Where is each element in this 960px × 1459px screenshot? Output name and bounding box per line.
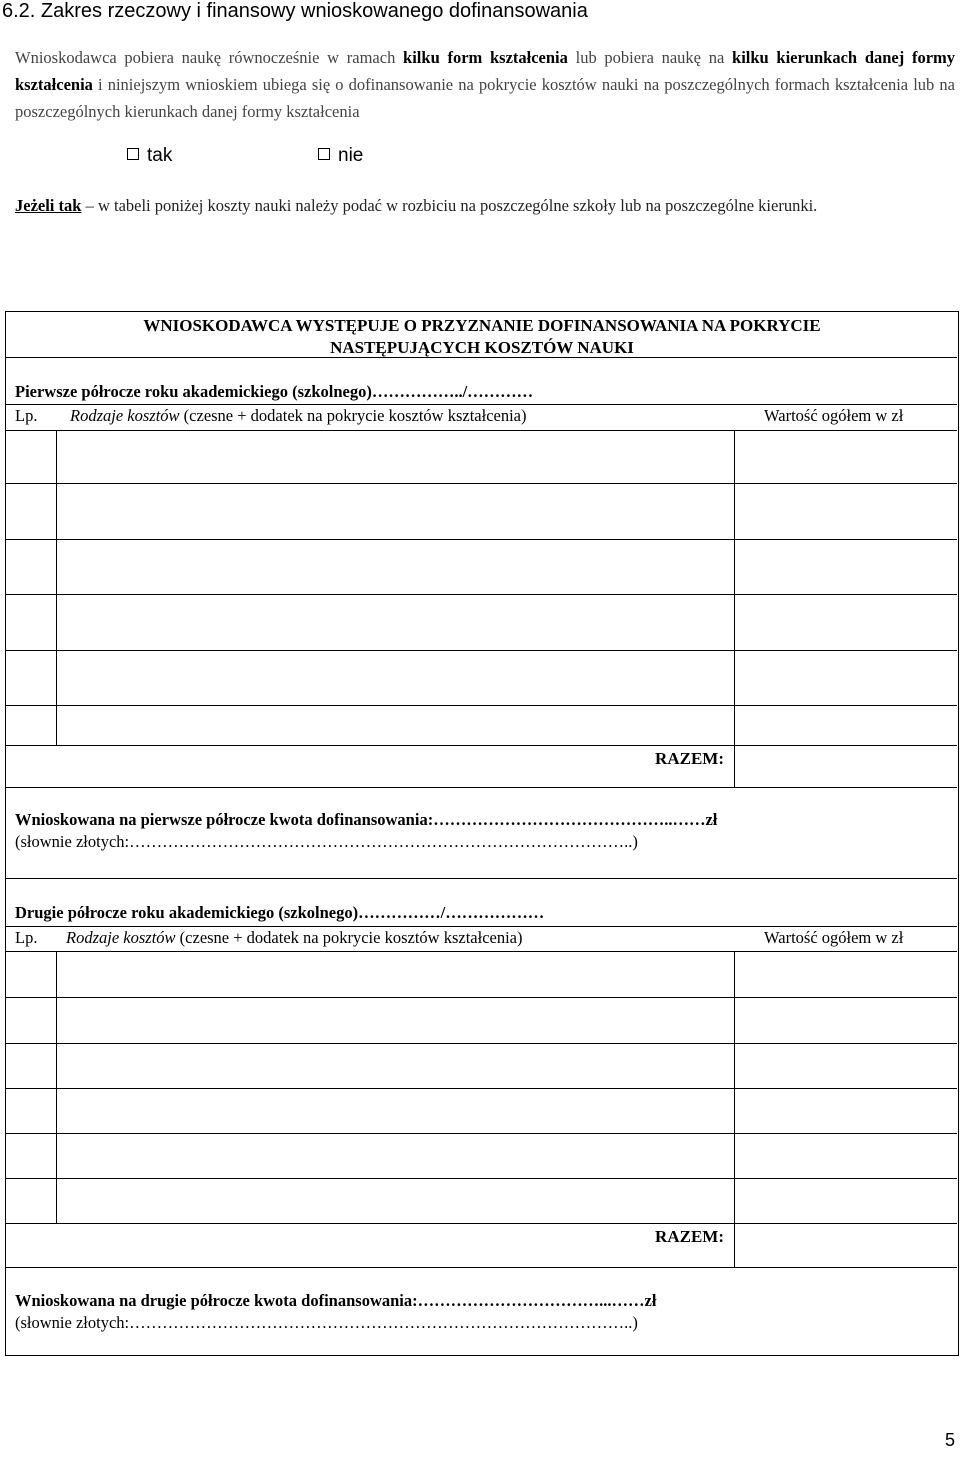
sem1-total-label: RAZEM: xyxy=(655,749,724,768)
sem2-label: Drugie półrocze roku akademickiego (szkolnego)……………/……………… xyxy=(15,903,545,922)
intro-text-1: Wnioskodawca pobiera naukę równocześnie w ramach xyxy=(15,48,404,67)
intro-bold-2: kilku kierunkach danej formy kształcenia xyxy=(15,48,956,94)
section-title-text: Zakres rzeczowy i finansowy wnioskowanego dofinansowania xyxy=(40,0,588,22)
sem2-col-type xyxy=(66,928,523,948)
sem1-top-line xyxy=(6,404,957,405)
intro-text-3: i niniejszym wnioskiem ubiega się o dofinansowanie na pokrycie kosztów nauki na poszczególnych formach kształcenia lub na poszczególnych kierunkach danej formy kształcenia xyxy=(15,75,955,121)
sem1-row-line-0 xyxy=(6,430,957,431)
sem2-total-label: RAZEM: xyxy=(655,1227,724,1246)
sem2-total-line xyxy=(6,1267,957,1268)
sem2-words: (słownie złotych:………………………………………………………………………………..) xyxy=(15,1313,638,1332)
sem1-total-line xyxy=(6,787,957,788)
sem1-label: Pierwsze półrocze roku akademickiego (szkolnego)……………../………… xyxy=(15,382,534,401)
sem2-row-line-0 xyxy=(6,951,957,952)
option-no-label: nie xyxy=(338,145,364,166)
option-yes-label: tak xyxy=(147,145,173,166)
sem1-vline-lp xyxy=(56,430,57,745)
section-title xyxy=(2,0,588,23)
sem2-row-line-5 xyxy=(6,1178,957,1179)
sem2-col-type-rest: (czesne + dodatek na pokrycie kosztów kształcenia) xyxy=(175,928,523,947)
checkbox-yes-icon[interactable] xyxy=(127,148,139,160)
sem2-top-line xyxy=(6,926,957,927)
sem2-amount: Wnioskowana na drugie półrocze kwota dofinansowania:……………………………...……zł xyxy=(15,1291,657,1310)
sem2-col-type-italic: Rodzaje kosztów xyxy=(66,928,176,947)
sem1-col-lp: Lp. xyxy=(15,406,38,425)
form-heading xyxy=(6,315,958,359)
sem1-row-line-2 xyxy=(6,539,957,540)
sem1-words: (słownie złotych:………………………………………………………………………………..) xyxy=(15,832,638,851)
form-heading-line2: NASTĘPUJĄCYCH KOSZTÓW NAUKI xyxy=(330,338,634,357)
intro-bold-1: kilku form kształcenia xyxy=(403,48,568,67)
sem2-vline-value xyxy=(734,951,735,1267)
sem2-row-line-1 xyxy=(6,997,957,998)
sem2-row-line-3 xyxy=(6,1088,957,1089)
option-no[interactable] xyxy=(318,145,363,167)
sem2-row-line-6 xyxy=(6,1223,957,1224)
note-text: – w tabeli poniżej koszty nauki należy podać w rozbiciu na poszczególne szkoły lub na poszczególne kierunki. xyxy=(81,196,818,215)
sem1-row-line-4 xyxy=(6,650,957,651)
sem2-row-line-2 xyxy=(6,1043,957,1044)
sem2-vline-lp xyxy=(56,951,57,1223)
sem1-row-line-1 xyxy=(6,483,957,484)
checkbox-no-icon[interactable] xyxy=(318,148,330,160)
intro-paragraph xyxy=(15,44,955,125)
sem1-amount: Wnioskowana na pierwsze półrocze kwota dofinansowania:……………………………………..……zł xyxy=(15,810,718,829)
intro-text-2: lub pobiera naukę na xyxy=(567,48,733,67)
sem2-col-lp: Lp. xyxy=(15,928,38,947)
yes-no-options xyxy=(0,145,960,173)
sem1-row-line-5 xyxy=(6,705,957,706)
sem2-row-line-4 xyxy=(6,1133,957,1134)
sem1-row-line-6 xyxy=(6,745,957,746)
note-lead: Jeżeli tak xyxy=(15,196,82,215)
instruction-note xyxy=(15,193,955,219)
option-yes[interactable] xyxy=(127,145,172,167)
section-number: 6.2. xyxy=(2,0,36,22)
sem1-col-type-rest: (czesne + dodatek na pokrycie kosztów kształcenia) xyxy=(179,406,527,425)
cost-form-box xyxy=(5,311,959,1356)
sem-divider xyxy=(6,878,957,879)
heading-divider xyxy=(6,357,957,358)
page-number: 5 xyxy=(944,1430,955,1450)
sem1-col-value: Wartość ogółem w zł xyxy=(764,406,904,425)
sem1-row-line-3 xyxy=(6,594,957,595)
sem2-col-value: Wartość ogółem w zł xyxy=(764,928,904,947)
form-heading-line1: WNIOSKODAWCA WYSTĘPUJE O PRZYZNANIE DOFINANSOWANIA NA POKRYCIE xyxy=(143,316,821,335)
sem1-col-type-italic: Rodzaje kosztów xyxy=(70,406,180,425)
sem1-col-type xyxy=(70,406,527,426)
